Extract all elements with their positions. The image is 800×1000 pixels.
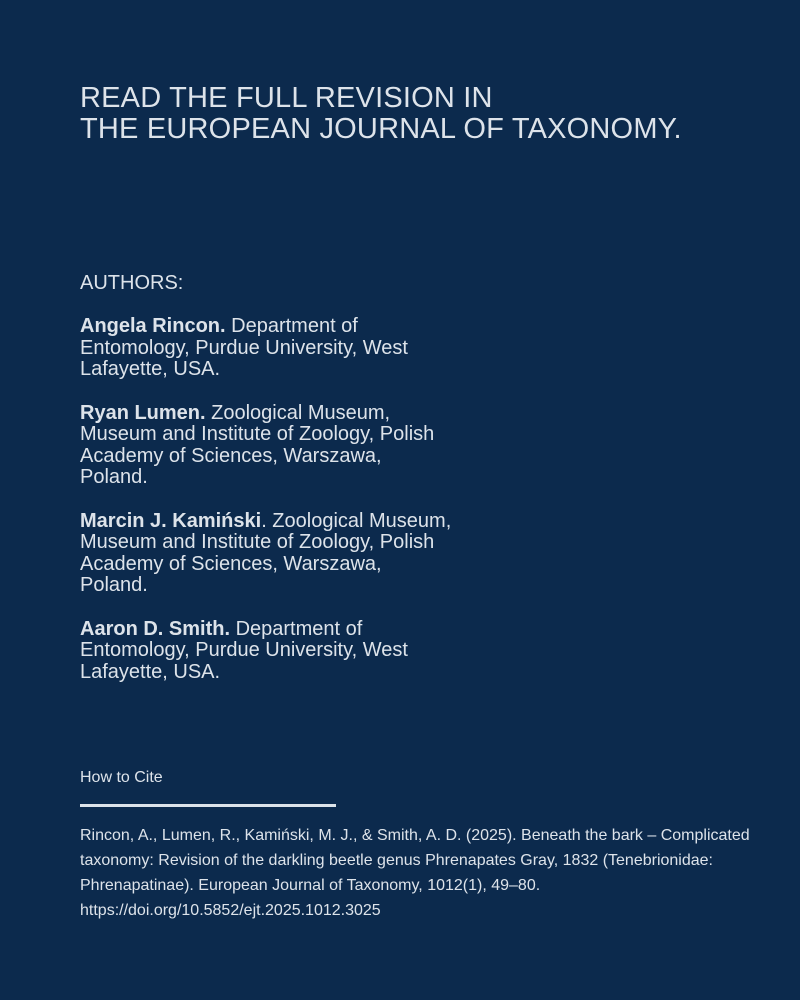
headline-line-2: THE EUROPEAN JOURNAL OF TAXONOMY. — [80, 113, 682, 145]
headline-line-1: READ THE FULL REVISION IN — [80, 82, 493, 114]
author-name: Marcin J. Kamiński — [80, 509, 262, 532]
author-affiliation: . Zoological Museum, Museum and Institute of Zoology, Polish Academy of Sciences, Warszawa, Poland. — [80, 509, 452, 596]
author-affiliation: Zoological Museum, Museum and Institute of Zoology, Polish Academy of Sciences, Warszawa, Poland. — [80, 401, 435, 488]
author-name: Angela Rincon. — [80, 315, 226, 337]
cite-divider — [80, 804, 336, 807]
author-item — [80, 403, 452, 489]
authors-list — [80, 316, 452, 705]
author-item — [80, 316, 452, 381]
author-affiliation: Department of Entomology, Purdue University, West Lafayette, USA. — [80, 315, 408, 380]
how-to-cite-label: How to Cite — [80, 769, 163, 786]
author-affiliation: Department of Entomology, Purdue University, West Lafayette, USA. — [80, 617, 408, 683]
author-item — [80, 619, 452, 684]
author-item — [80, 511, 452, 597]
author-name: Ryan Lumen. — [80, 401, 206, 424]
author-name: Aaron D. Smith. — [80, 617, 231, 640]
headline — [80, 83, 760, 145]
citation-text: Rincon, A., Lumen, R., Kamiński, M. J., & Smith, A. D. (2025). Beneath the bark – Complicated taxonomy: Revision of the darkling beetle genus Phrenapates Gray, 1832 (Tenebrionidae: Phrenapatinae). European Journal of Taxonomy, 1012(1), 49–80. https://doi.org/10.5852/ejt.2025.1012.3025 — [80, 827, 750, 919]
authors-heading: AUTHORS: — [80, 272, 184, 294]
